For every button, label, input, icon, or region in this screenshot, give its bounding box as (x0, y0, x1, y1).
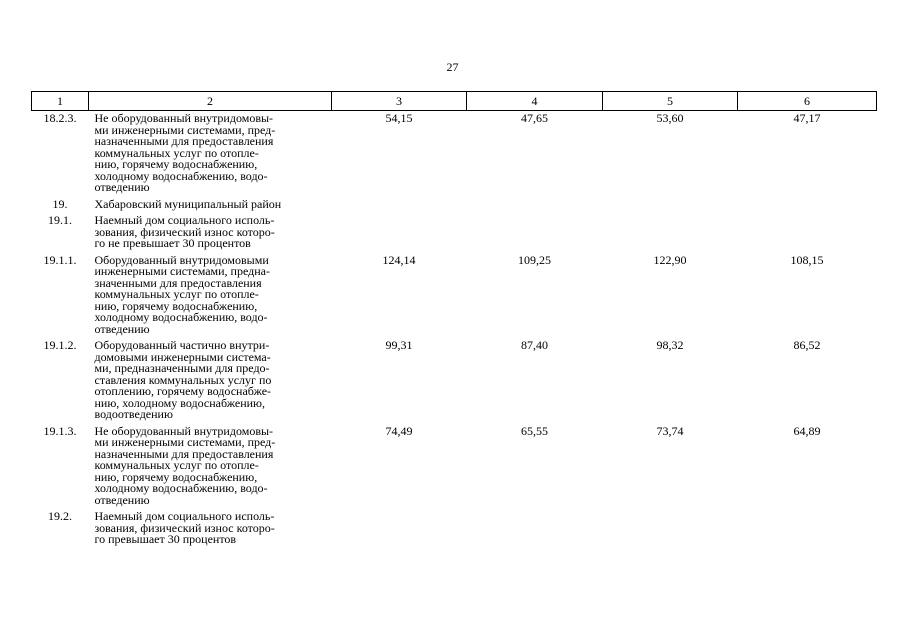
row-value-col-3: 99,31 (385, 338, 413, 352)
row-value-col-6: 64,89 (793, 423, 821, 438)
row-value-col-4 (467, 215, 603, 255)
row-value-col-6 (738, 215, 877, 255)
row-value-col-3: 124,14 (382, 252, 416, 267)
table-row (32, 255, 877, 341)
header-col-3: 3 (332, 92, 467, 111)
row-description-text: Хабаровский муниципальный район (94, 196, 282, 211)
row-value-col-3: 74,49 (385, 423, 413, 438)
table-body (32, 111, 877, 551)
row-value-col-5 (603, 215, 738, 255)
row-description-text: Наемный дом социального исполь- зования, физический износ которо- го превышает 30 процентов (94, 509, 275, 546)
header-row (32, 92, 877, 111)
row-value-col-5 (603, 199, 738, 216)
row-value-col-3: 54,15 (385, 111, 413, 125)
row-value-col-5: 53,60 (656, 111, 684, 125)
row-description (89, 423, 332, 512)
row-number: 18.2.3. (43, 111, 77, 125)
header-col-2: 2 (89, 92, 332, 111)
row-value-col-6: 108,15 (790, 252, 824, 267)
header-col-1: 1 (32, 92, 89, 111)
header-col-6: 6 (738, 92, 877, 111)
row-description-text: Не оборудованный внутридомовы- ми инженерными системами, пред- назначенными для предоставления коммунальных услуг по отопле- нию, горячему водоснабжению, холодному водоснабжению, водо- отведению (94, 111, 276, 194)
row-number: 19.1.1. (43, 252, 77, 267)
row-number: 19. (52, 196, 68, 211)
row-value-col-5: 73,74 (656, 423, 684, 438)
row-description-text: Оборудованный частично внутри- домовыми инженерными система- ми, предназначенными для предо- ставления коммунальных услуг по отоплению, горячему водоснабже- нию, холодному водоснабжению, водоотведению (94, 338, 272, 421)
row-value-col-4 (467, 199, 603, 216)
row-value-col-5 (603, 511, 738, 551)
row-value-col-3 (332, 215, 467, 255)
row-value-col-4 (467, 511, 603, 551)
row-description (89, 215, 332, 255)
row-value-col-4: 109,25 (518, 252, 551, 267)
page-number: 27 (446, 60, 459, 74)
table-row (32, 426, 877, 512)
table-header (32, 92, 877, 111)
row-number: 19.1. (48, 213, 72, 227)
row-description-text: Наемный дом социального исполь- зования, физический износ которо- го не превышает 30 процентов (94, 213, 275, 250)
row-description (89, 340, 332, 426)
row-value-col-4: 65,55 (521, 423, 548, 438)
table-row (32, 511, 877, 551)
row-value-col-3 (332, 511, 467, 551)
row-description (89, 252, 332, 341)
row-number: 19.2. (48, 509, 72, 523)
tariff-table (31, 91, 877, 551)
row-description (89, 111, 332, 199)
row-description-text: Не оборудованный внутридомовы- ми инженерными системами, пред- назначенными для предоставления коммунальных услуг по отопле- нию, горячему водоснабжению, холодному водоснабжению, водо- отведению (94, 423, 276, 507)
row-value-col-6 (738, 199, 877, 216)
table-row (32, 215, 877, 255)
header-col-4: 4 (467, 92, 603, 111)
row-value-col-4: 87,40 (521, 338, 548, 352)
row-number: 19.1.3. (43, 423, 77, 438)
row-value-col-6: 86,52 (793, 338, 821, 352)
row-value-col-4: 47,65 (521, 111, 548, 125)
row-value-col-5: 122,90 (653, 252, 687, 267)
row-number: 19.1.2. (43, 338, 77, 352)
row-value-col-6: 47,17 (793, 111, 821, 125)
table-row (32, 340, 877, 426)
row-description-text: Оборудованный внутридомовыми инженерными системами, предна- значенными для предоставления коммунальных услуг по отопле- нию, горячему водоснабжению, холодному водоснабжению, водо- отведению (94, 252, 270, 336)
row-description (89, 511, 332, 551)
row-value-col-5: 98,32 (656, 338, 684, 352)
row-value-col-6 (738, 511, 877, 551)
row-value-col-3 (332, 199, 467, 216)
table-row (32, 111, 877, 199)
header-col-5: 5 (603, 92, 738, 111)
